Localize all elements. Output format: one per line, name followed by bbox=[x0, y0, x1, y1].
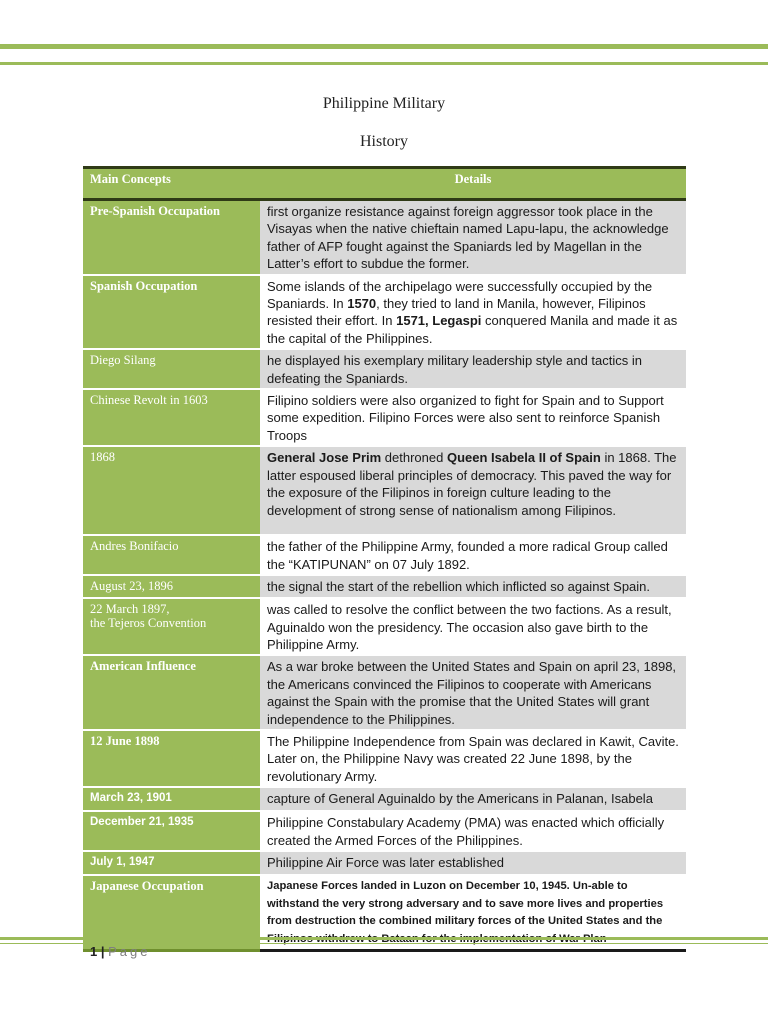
details-bold: 1570 bbox=[347, 296, 377, 312]
details-text: conquered Manila and made it as the capital of the Philippines. bbox=[267, 313, 678, 346]
details-cell: Philippine Air Force was later established bbox=[260, 852, 686, 876]
table-row bbox=[83, 390, 686, 447]
details-cell bbox=[260, 447, 686, 536]
table-row bbox=[83, 731, 686, 788]
concept-cell: 1868 bbox=[83, 447, 260, 536]
details-cell: was called to resolve the conflict between the two factions. As a result, Aguinaldo won the presidency. The occasion also gave birth to the Philippine Army. bbox=[260, 599, 686, 656]
details-text: Some islands of the archipelago were successfully occupied by the Spaniards. In bbox=[267, 278, 653, 312]
table-row bbox=[83, 536, 686, 576]
page-number: 1 bbox=[90, 944, 98, 959]
table-row bbox=[83, 350, 686, 390]
concept-line: 22 March 1897, bbox=[90, 602, 170, 617]
table-row bbox=[83, 599, 686, 656]
details-cell: he displayed his exemplary military leadership style and tactics in defeating the Spaniards. bbox=[260, 350, 686, 390]
concept-cell: August 23, 1896 bbox=[83, 576, 260, 599]
history-table bbox=[83, 166, 686, 952]
table-row bbox=[83, 276, 686, 351]
header-main-concepts: Main Concepts bbox=[83, 166, 260, 201]
table-row bbox=[83, 788, 686, 812]
details-cell: the signal the start of the rebellion which inflicted so against Spain. bbox=[260, 576, 686, 599]
details-cell: The Philippine Independence from Spain was declared in Kawit, Cavite. Later on, the Philippine Navy was created 22 June 1898, by the revolutionary Army. bbox=[260, 731, 686, 788]
details-text: in 1868. The latter espoused liberal principles of democracy. This paved the way for the exposure of the Filipinos in foreign culture leading to the development of strong sense of nationalism among Filipinos. bbox=[267, 450, 677, 518]
table-header-row bbox=[83, 166, 686, 201]
details-cell: first organize resistance against foreign aggressor took place in the Visayas when the native chieftain named Lapu-lapu, the acknowledge father of AFP fought against the Spaniards led by Magellan in the Latter’s effort to subdue the former. bbox=[260, 201, 686, 276]
concept-line: the Tejeros Convention bbox=[90, 616, 207, 631]
details-cell: Japanese Forces landed in Luzon on December 10, 1945. Un-able to withstand the very strong adversary and to save more lives and properties from destruction the combined military forces of the United States and the bbox=[260, 876, 686, 952]
bottom-rule-thick bbox=[0, 937, 768, 940]
table-row bbox=[83, 576, 686, 599]
details-text: , they tried to land in Manila, however, Filipinos resisted their effort. In bbox=[267, 296, 646, 329]
table-row bbox=[83, 447, 686, 536]
document-title: Philippine Military bbox=[322, 95, 446, 112]
table-row bbox=[83, 876, 686, 952]
details-cell: As a war broke between the United States and Spain on april 23, 1898, the Americans convinced the Filipinos to cooperate with Americans against the Spain with the promise that the United States will grant independence to the Philippines. bbox=[260, 656, 686, 731]
concept-cell: Andres Bonifacio bbox=[83, 536, 260, 576]
concept-cell: Japanese Occupation bbox=[83, 876, 260, 952]
details-cell: the father of the Philippine Army, founded a more radical Group called the “KATIPUNAN” on 07 July 1892. bbox=[260, 536, 686, 576]
page-label: Page bbox=[108, 944, 151, 959]
top-rule-thin bbox=[0, 62, 768, 65]
details-cell: capture of General Aguinaldo by the Americans in Palanan, Isabela bbox=[260, 788, 686, 812]
details-cell: Filipino soldiers were also organized to fight for Spain and to Support some expedition. Filipino Forces were also sent to reinforce Spanish Troops bbox=[260, 390, 686, 447]
details-bold: 1571, Legaspi bbox=[396, 313, 482, 329]
concept-cell: July 1, 1947 bbox=[83, 852, 260, 876]
concept-cell: Diego Silang bbox=[83, 350, 260, 390]
details-bold: General Jose Prim bbox=[267, 450, 382, 466]
table-row bbox=[83, 852, 686, 876]
top-rule-thick bbox=[0, 44, 768, 49]
concept-cell: 12 June 1898 bbox=[83, 731, 260, 788]
concept-cell: Chinese Revolt in 1603 bbox=[83, 390, 260, 447]
table-row bbox=[83, 201, 686, 276]
footer-separator: | bbox=[100, 944, 105, 959]
concept-cell bbox=[83, 599, 260, 656]
concept-cell: American Influence bbox=[83, 656, 260, 731]
header-details: Details bbox=[260, 166, 686, 201]
table-row bbox=[83, 656, 686, 731]
concept-cell: Spanish Occupation bbox=[83, 276, 260, 351]
details-cell bbox=[260, 276, 686, 351]
page-footer bbox=[90, 944, 151, 959]
details-cell: Philippine Constabulary Academy (PMA) was enacted which officially created the Armed Forces of the Philippines. bbox=[260, 812, 686, 852]
concept-cell: Pre-Spanish Occupation bbox=[83, 201, 260, 276]
details-text: dethroned bbox=[381, 450, 447, 466]
document-subtitle: History bbox=[360, 133, 408, 150]
concept-cell: March 23, 1901 bbox=[83, 788, 260, 812]
details-bold: Queen Isabela II of Spain bbox=[446, 450, 601, 466]
table-row bbox=[83, 812, 686, 852]
concept-cell: December 21, 1935 bbox=[83, 812, 260, 852]
